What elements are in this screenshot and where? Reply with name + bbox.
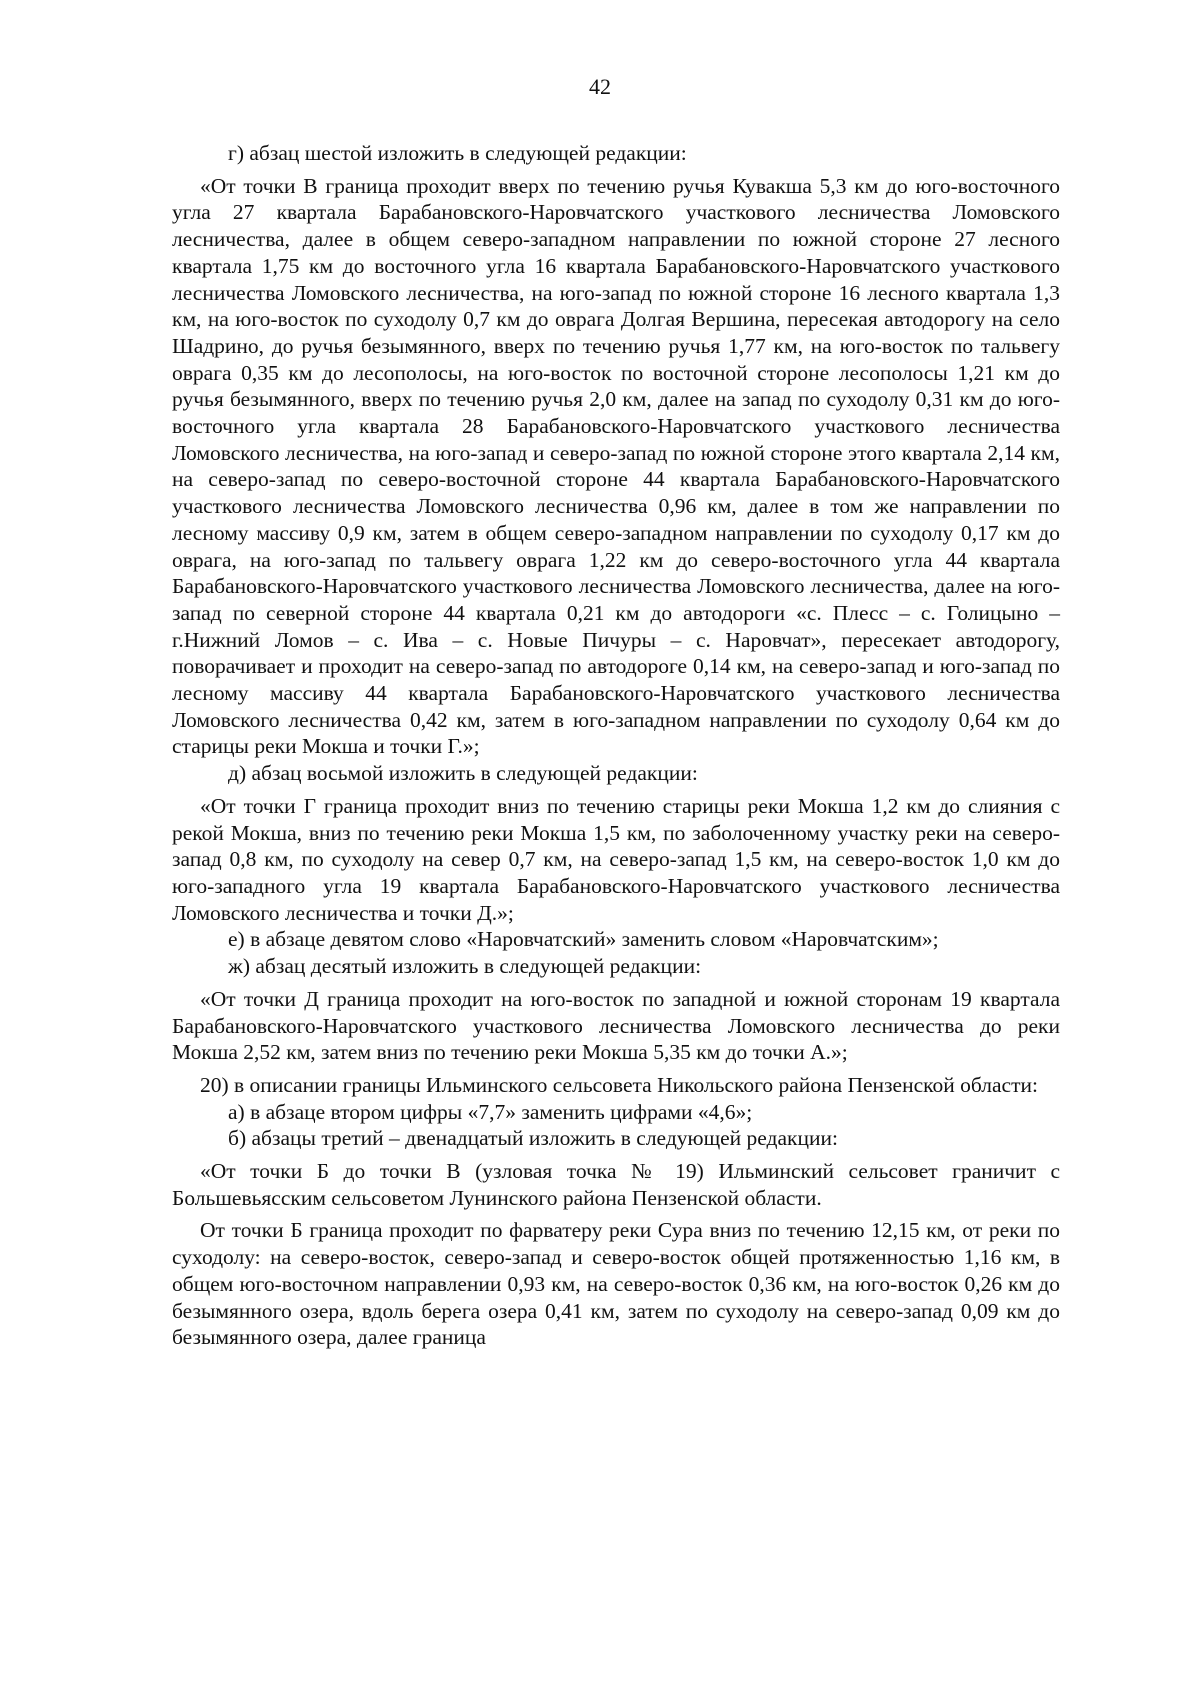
paragraph-item-g: г) абзац шестой изложить в следующей редакции: (228, 141, 687, 165)
paragraph-item-d: д) абзац восьмой изложить в следующей редакции: (228, 761, 698, 786)
paragraph-item-a: а) в абзаце втором цифры «7,7» заменить цифрами «4,6»; (228, 1099, 753, 1124)
paragraph-quote-point-b: «От точки Б до точки В (узловая точка № 19) Ильминский сельсовет граничит с Большевьясским сельсоветом Лунинского района Пензенской области. (172, 1159, 1060, 1210)
page-number: 42 (589, 74, 611, 99)
document-body (172, 140, 1060, 1351)
paragraph-boundary-from-b: От точки Б граница проходит по фарватеру реки Сура вниз по течению 12,15 км, от реки по суходолу: на северо-восток, северо-запад и северо-восток общей протяженностью 1,16 км, в общем юго-восточном направлении 0,93 км, на северо-восток 0,36 км, на юго-восток 0,26 км до безымянного озера, вдоль берега озера 0,41 км, затем по суходолу на северо-запад 0,09 км до безымянного озера, далее граница (172, 1218, 1060, 1350)
paragraph-item-20: 20) в описании границы Ильминского сельсовета Никольского района Пензенской области: (200, 1072, 1038, 1097)
paragraph-quote-point-g: «От точки Г граница проходит вниз по течению старицы реки Мокша 1,2 км до слияния с рекой Мокша, вниз по течению реки Мокша 1,5 км, по заболоченному участку реки на северо-запад 0,8 км, по суходолу на север 0,7 км, на северо-запад 1,5 км, на северо-восток 1,0 км до юго-западного угла 19 квартала Барабановского-Наровчатского участкового лесничества Ломовского лесничества и точки Д.»; (172, 793, 1060, 925)
paragraph-quote-point-v: «От точки В граница проходит вверх по течению ручья Кувакша 5,3 км до юго-восточного угла 27 квартала Барабановского-Наровчатского участкового лесничества Ломовского лесничества, далее в общем северо-западном направлении по южной стороне 27 лесного квартала 1,75 км до восточного угла 16 квартала Барабановского-Наровчатского участкового лесничества Ломовского лесничества, на юго-запад по южной стороне 16 лесного квартала 1,3 км, на юго-восток по суходолу 0,7 км до оврага Долгая Вершина, пересекая автодорогу на село Шадрино, до ручья безымянного, вверх по течению ручья 1,77 км, на юго-восток по тальвегу оврага 0,35 км до лесополосы, на юго-восток по восточной стороне лесополосы 1,21 км до ручья безымянного, вверх по течению ручья 2,0 км, далее на запад по суходолу 0,31 км до юго-восточного угла квартала 28 Барабановского-Наровчатского участкового лесничества Ломовского лесничества, на юго-запад и северо-запад по южной стороне этого квартала 2,14 км, на северо-запад по северо-восточной стороне 44 квартала Барабановского-Наровчатского участкового лесничества Ломовского лесничества 0,96 км, далее в том же направлении по лесному массиву 0,9 км, затем в общем северо-западном направлении по суходолу 0,17 км до оврага, на юго-запад по тальвегу оврага 1,22 км до северо-восточного угла 44 квартала Барабановского-Наровчатского участкового лесничества Ломовского лесничества, далее на юго-запад по северной стороне 44 квартала 0,21 км до автодороги «с. Плесс – с. Голицыно – г.Нижний Ломов – с. Ива – с. Новые Пичуры – с. Наровчат», пересекает автодорогу, поворачивает и проходит на северо-запад по автодороге 0,14 км, на северо-запад и юго-запад по лесному массиву 44 квартала Барабановского-Наровчатского участкового лесничества Ломовского лесничества 0,42 км, затем в юго-западном направлении по суходолу 0,64 км до старицы реки Мокша и точки Г.»; (172, 173, 1060, 759)
paragraph-item-e: е) в абзаце девятом слово «Наровчатский» заменить словом «Наровчатским»; (228, 927, 939, 952)
paragraph-item-b: б) абзацы третий – двенадцатый изложить в следующей редакции: (228, 1126, 838, 1151)
paragraph-item-zh: ж) абзац десятый изложить в следующей редакции: (228, 954, 702, 979)
paragraph-quote-point-d: «От точки Д граница проходит на юго-восток по западной и южной сторонам 19 квартала Барабановского-Наровчатского участкового лесничества Ломовского лесничества до реки Мокша 2,52 км, затем вниз по течению реки Мокша 5,35 км до точки А.»; (172, 986, 1060, 1065)
